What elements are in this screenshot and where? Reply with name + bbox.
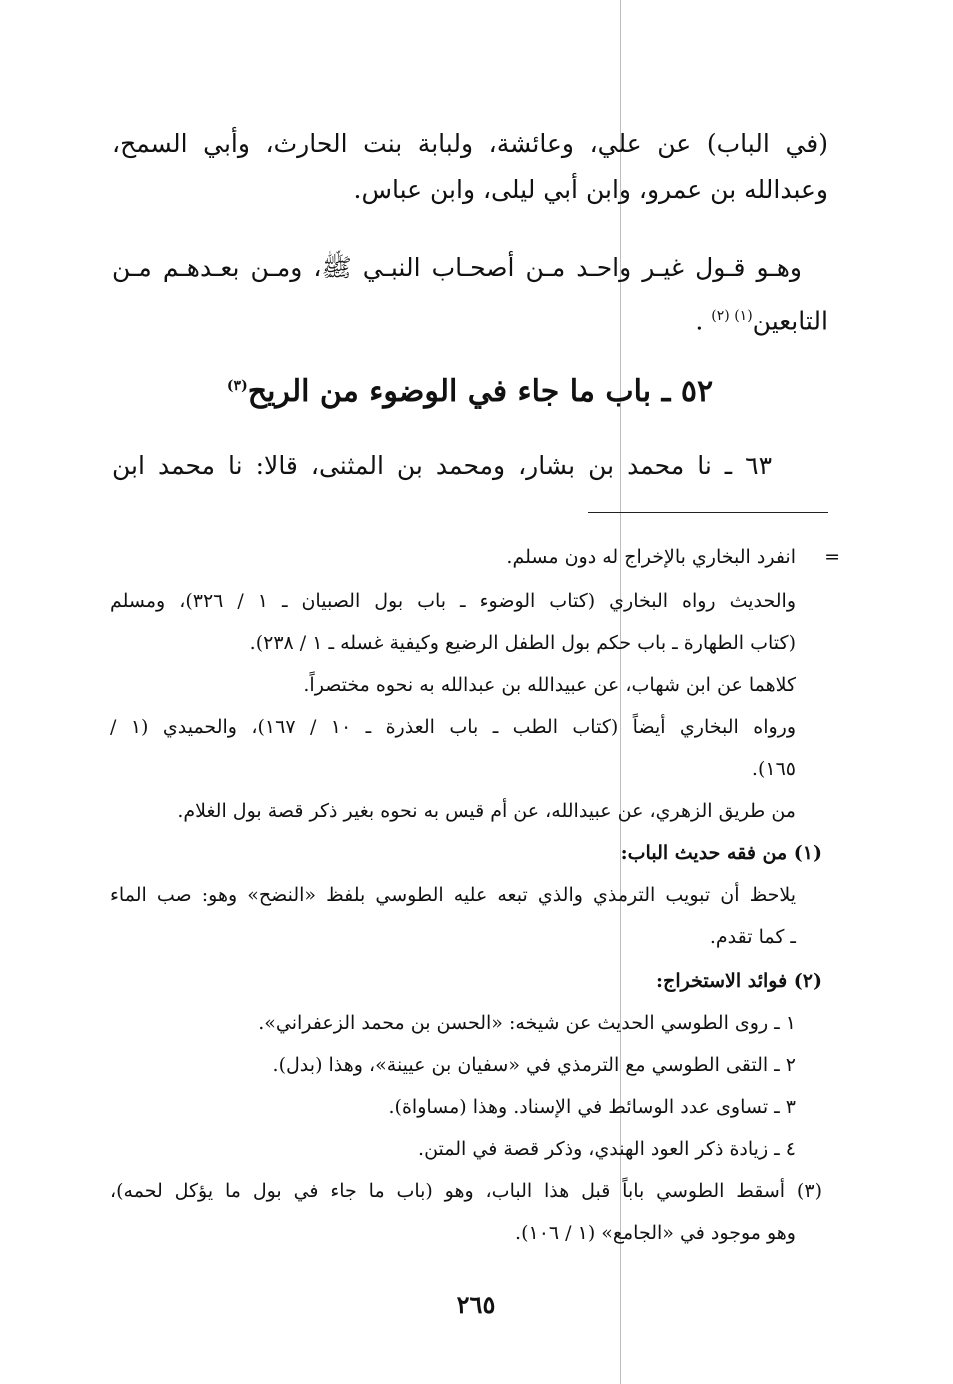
continuation-mark: = (824, 546, 840, 568)
footnote-list-item: ١ ـ روى الطوسي الحديث عن شيخه: «الحسن بن محمد الزعفراني». (258, 1012, 796, 1034)
chapter-title (112, 358, 828, 420)
footnote-line: وهو موجود في «الجامع» (١ / ١٠٦). (515, 1222, 796, 1244)
footnote-line: انفرد البخاري بالإخراج له دون مسلم. (506, 546, 796, 568)
footnote-separator (588, 512, 828, 513)
footnote-line: (كتاب الطهارة ـ باب حكم بول الطفل الرضيع وكيفية غسله ـ ١ / ٢٣٨). (249, 632, 796, 654)
body-text: . (695, 306, 704, 336)
footnote-list-item: ٣ ـ تساوى عدد الوسائط في الإسناد. وهذا (مساواة). (388, 1096, 796, 1118)
body-text: التابعين (752, 306, 828, 336)
footnote-3-line: (٣) أسقط الطوسي باباً قبل هذا الباب، وهو (باب ما جاء في بول ما يؤكل لحمه)، (110, 1180, 822, 1202)
footnote-line: من طريق الزهري، عن عبيدالله، عن أم قيس به نحوه بغير ذكر قصة بول الغلام. (177, 800, 796, 822)
footnote-1-heading: (١) من فقه حديث الباب: (620, 842, 822, 864)
page-number: ٢٦٥ (456, 1290, 496, 1319)
footnote-line: ١٦٥). (751, 758, 796, 780)
body-line (400, 290, 828, 347)
footnote-line: ورواه البخاري أيضاً (كتاب الطب ـ باب العذرة ـ ١٠ / ١٦٧)، والحميدي (١ / (110, 716, 797, 738)
footnote-line: كلاهما عن ابن شهاب، عن عبيدالله بن عبدالله به نحوه مختصراً. (303, 674, 796, 696)
footnote-line: ـ كما تقدم. (709, 926, 796, 948)
footnote-ref: (١) (٢) (711, 308, 753, 324)
body-line: (في الباب) عن علي، وعائشة، ولبابة بنت الحارث، وأبي السمح، (112, 129, 828, 158)
footnote-2-heading: (٢) فوائد الاستخراج: (656, 970, 822, 992)
chapter-title-text: ٥٢ ـ باب ما جاء في الوضوء من الريح (247, 374, 714, 409)
body-line: وهـو قـول غيـر واحـد مـن أصحـاب النبـي ﷺ، ومـن بعـدهـم مـن (112, 253, 802, 282)
footnote-list-item: ٢ ـ التقى الطوسي مع الترمذي في «سفيان بن عيينة»، وهذا (بدل). (272, 1054, 796, 1076)
footnote-line: والحديث رواه البخاري (كتاب الوضوء ـ باب بول الصبيان ـ ١ / ٣٢٦)، ومسلم (110, 590, 797, 612)
footnote-line: يلاحظ أن تبويب الترمذي والذي تبعه عليه الطوسي بلفظ «النضح» وهو: صب الماء (110, 884, 796, 906)
body-line: وعبدالله بن عمرو، وابن أبي ليلى، وابن عباس. (353, 175, 828, 204)
hadith-line: ٦٣ ـ نا محمد بن بشار، ومحمد بن المثنى، قالا: نا محمد ابن (112, 451, 772, 480)
footnote-list-item: ٤ ـ زيادة ذكر العود الهندي، وذكر قصة في المتن. (418, 1138, 796, 1160)
footnote-ref: (٣) (226, 378, 248, 394)
